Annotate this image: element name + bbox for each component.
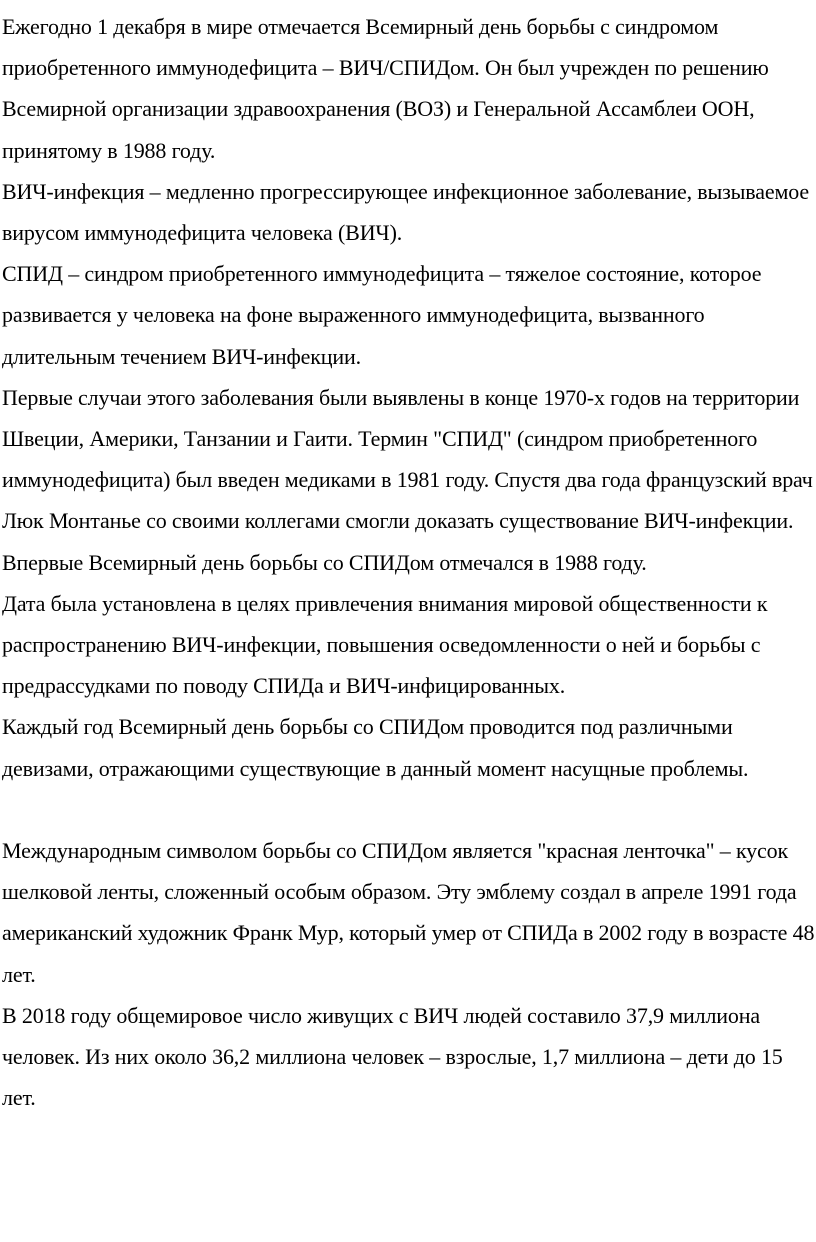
paragraph-statistics: В 2018 году общемировое число живущих с ВИЧ людей составило 37,9 миллиона человек. Из них около 36,2 миллиона человек – взрослые, 1,7 миллиона – дети до 15 лет. [2, 1002, 783, 1111]
paragraph-hiv-definition: ВИЧ-инфекция – медленно прогрессирующее инфекционное заболевание, вызываемое вирусом иммунодефицита человека (ВИЧ). [2, 178, 809, 246]
paragraph-history: Первые случаи этого заболевания были выявлены в конце 1970-х годов на территории Швеции, Америки, Танзании и Гаити. Термин "СПИД" (синдром приобретенного иммунодефицита) был введен медиками в 1981 году. Спустя два года французский врач Люк Монтанье со своими коллегами смогли доказать существование ВИЧ-инфекции. [2, 384, 813, 534]
paragraph-mottos: Каждый год Всемирный день борьбы со СПИДом проводится под различными девизами, отражающими существующие в данный момент насущные проблемы. [2, 714, 749, 781]
paragraph-aids-definition: СПИД – синдром приобретенного иммунодефицита – тяжелое состояние, которое развивается у человека на фоне выраженного иммунодефицита, вызванного длительным течением ВИЧ-инфекции. [2, 261, 762, 369]
paragraph-spacer [2, 789, 816, 830]
paragraph-intro: Ежегодно 1 декабря в мире отмечается Всемирный день борьбы с синдромом приобретенного иммунодефицита – ВИЧ/СПИДом. Он был учрежден по решению Всемирной организации здравоохранения (ВОЗ) и Генеральной Ассамблеи ООН, принятому в 1988 году. [2, 14, 769, 163]
paragraph-first-day: Впервые Всемирный день борьбы со СПИДом отмечался в 1988 году. [2, 549, 647, 575]
paragraph-date-purpose: Дата была установлена в целях привлечения внимания мировой общественности к распространению ВИЧ-инфекции, повышения осведомленности о ней и борьбы с предрассудками по поводу СПИДа и ВИЧ-инфицированных. [2, 590, 768, 699]
paragraph-red-ribbon: Международным символом борьбы со СПИДом является "красная ленточка" – кусок шелковой ленты, сложенный особым образом. Эту эмблему создал в апреле 1991 года американский художник Франк Мур, который умер от СПИДа в 2002 году в возрасте 48 лет. [2, 838, 815, 987]
